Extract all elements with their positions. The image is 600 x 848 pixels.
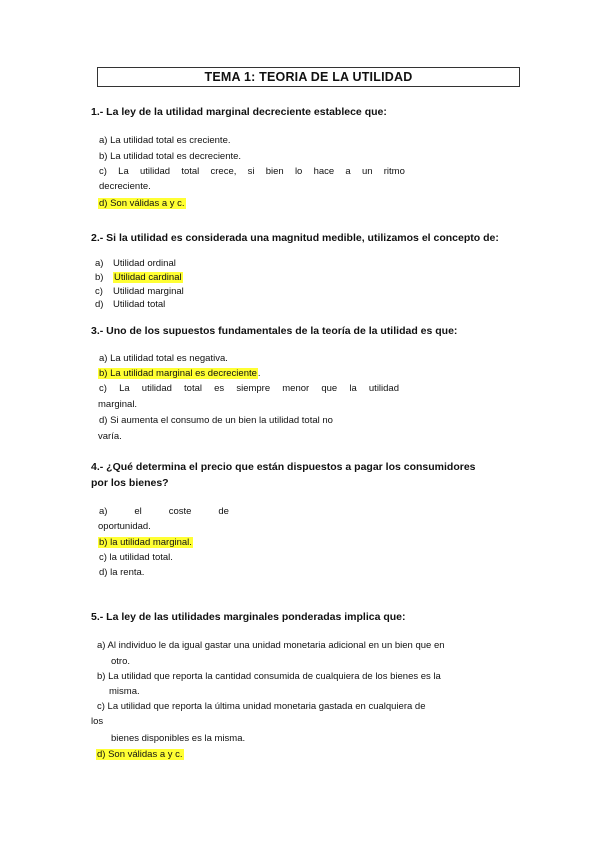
q2-option-d: [95, 299, 165, 310]
q1-option-a: a) La utilidad total es creciente.: [99, 135, 231, 146]
word: el: [134, 506, 142, 517]
word: La: [119, 383, 130, 394]
q5-option-d-highlight: d) Son válidas a y c.: [97, 749, 183, 760]
page-title: [97, 67, 520, 87]
word: menor: [282, 383, 310, 394]
word: c): [99, 383, 107, 394]
word: total: [181, 166, 200, 177]
q3-option-c-line2: marginal.: [98, 399, 138, 410]
q3-option-a: a) La utilidad total es negativa.: [99, 353, 228, 364]
q5-option-a-line1: a) Al individuo le da igual gastar una unidad monetaria adicional en un bien que en: [97, 640, 445, 651]
word: coste: [168, 506, 192, 517]
q5-option-b-line1: b) La utilidad que reporta la cantidad consumida de cualquiera de los bienes es la: [97, 671, 441, 682]
q5-option-b-line2: misma.: [109, 686, 140, 697]
word: utilidad: [368, 383, 399, 394]
word: total: [184, 383, 202, 394]
q3-option-d-line2: varía.: [98, 431, 122, 442]
q1-option-d-answer: [98, 198, 186, 209]
word: es: [214, 383, 225, 394]
q1-option-c-line2: decreciente.: [99, 181, 151, 192]
q3-option-b-answer: [98, 368, 261, 379]
q5-option-c-line3: bienes disponibles es la misma.: [111, 733, 246, 744]
q3-option-c-line1: [99, 383, 399, 394]
q5-option-d-answer: [96, 749, 184, 760]
question-4-line1: 4.- ¿Qué determina el precio que están dispuestos a pagar los consumidores: [91, 461, 476, 473]
word: utilidad: [139, 166, 171, 177]
q1-option-b: b) La utilidad total es decreciente.: [99, 151, 242, 162]
word: de: [218, 506, 229, 517]
option-text: Utilidad marginal: [113, 286, 184, 297]
question-5: 5.- La ley de las utilidades marginales ponderadas implica que:: [91, 611, 406, 623]
question-4-line2: por los bienes?: [91, 477, 169, 489]
q3-option-d-line1: d) Si aumenta el consumo de un bien la utilidad total no: [99, 415, 333, 426]
word: La: [118, 166, 129, 177]
word: la: [349, 383, 357, 394]
page-title-text: TEMA 1: TEORIA DE LA UTILIDAD: [204, 70, 413, 84]
word: hace: [313, 166, 335, 177]
q2-option-a: [95, 258, 176, 269]
q2-option-c: [95, 286, 184, 297]
option-letter: d): [95, 299, 104, 310]
q1-option-d-highlight: d) Son válidas a y c.: [99, 198, 185, 209]
q2-option-b-answer: [95, 272, 183, 283]
q3-option-b-highlight: b) La utilidad marginal es decreciente: [99, 368, 257, 379]
q4-option-a-line2: oportunidad.: [98, 521, 151, 532]
option-text: Utilidad total: [113, 299, 166, 310]
q5-option-a-line2: otro.: [111, 656, 131, 667]
q4-option-b-highlight: b) la utilidad marginal.: [99, 537, 192, 548]
word: un: [361, 166, 373, 177]
question-1: 1.- La ley de la utilidad marginal decreciente establece que:: [91, 106, 387, 118]
q4-option-a-line1: [99, 506, 229, 517]
word: ritmo: [383, 166, 405, 177]
q3-option-b-period: .: [257, 368, 261, 379]
option-text-highlight: Utilidad cardinal: [114, 272, 182, 283]
word: si: [247, 166, 255, 177]
word: crece,: [210, 166, 237, 177]
option-letter: c): [95, 286, 103, 297]
word: a): [99, 506, 108, 517]
q1-option-c-line1: [99, 166, 405, 177]
q5-option-c-line2: los: [91, 716, 104, 727]
word: a: [345, 166, 351, 177]
option-text: Utilidad ordinal: [113, 258, 176, 269]
option-letter: b): [95, 272, 104, 283]
word: utilidad: [141, 383, 172, 394]
q4-option-b-answer: [98, 537, 193, 548]
word: siempre: [236, 383, 271, 394]
word: bien: [265, 166, 284, 177]
q5-option-c-line1: c) La utilidad que reporta la última unidad monetaria gastada en cualquiera de: [97, 701, 426, 712]
word: que: [321, 383, 338, 394]
q4-option-d: d) la renta.: [99, 567, 145, 578]
question-2: 2.- Si la utilidad es considerada una magnitud medible, utilizamos el concepto de:: [91, 232, 499, 244]
word: c): [99, 166, 107, 177]
q4-option-c: c) la utilidad total.: [99, 552, 173, 563]
word: lo: [294, 166, 303, 177]
option-letter: a): [95, 258, 104, 269]
question-3: 3.- Uno de los supuestos fundamentales de la teoría de la utilidad es que:: [91, 325, 458, 337]
